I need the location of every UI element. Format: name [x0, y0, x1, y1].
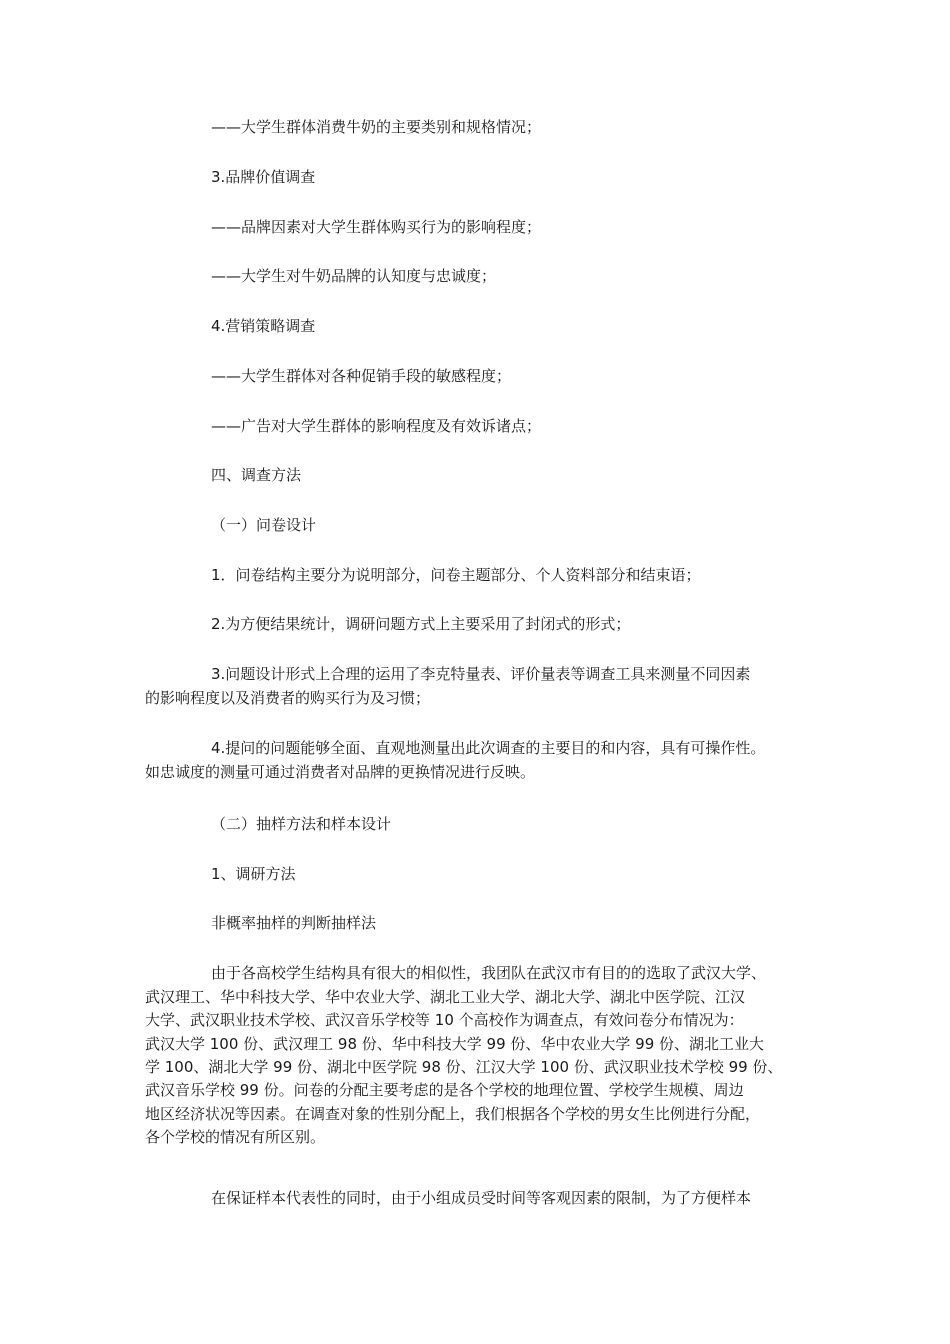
text-line: 2.为方便结果统计，调研问题方式上主要采用了封闭式的形式；: [211, 615, 631, 633]
text-line: 武汉理工、华中科技大学、华中农业大学、湖北工业大学、湖北大学、湖北中医学院、江汉: [145, 988, 746, 1006]
text-line: 3.品牌价值调查: [211, 168, 316, 186]
text-line: 的影响程度以及消费者的购买行为及习惯；: [145, 689, 431, 707]
section-heading: 四、调查方法: [211, 466, 302, 484]
text-line: 大学、武汉职业技术学校、武汉音乐学校等 10 个高校作为调查点，有效问卷分布情况为：: [145, 1011, 744, 1029]
text-line: 在保证样本代表性的同时，由于小组成员受时间等客观因素的限制，为了方便样本: [211, 1189, 752, 1207]
text-line: 1、调研方法: [211, 865, 296, 883]
text-line: 非概率抽样的判断抽样法: [211, 914, 377, 932]
text-line: ——大学生群体消费牛奶的主要类别和规格情况；: [211, 118, 542, 136]
text-line: 学 100、湖北大学 99 份、湖北中医学院 98 份、江汉大学 100 份、武汉职业技术学校 99 份、: [145, 1058, 783, 1076]
text-line: 由于各高校学生结构具有很大的相似性，我团队在武汉市有目的的选取了武汉大学、: [211, 964, 767, 982]
text-line: 1．问卷结构主要分为说明部分，问卷主题部分、个人资料部分和结束语；: [211, 566, 701, 584]
text-line: 武汉大学 100 份、武汉理工 98 份、华中科技大学 99 份、华中农业大学 99 份、湖北工业大: [145, 1035, 765, 1053]
text-line: 如忠诚度的测量可通过消费者对品牌的更换情况进行反映。: [145, 763, 536, 781]
text-line: ——大学生对牛奶品牌的认知度与忠诚度；: [211, 267, 497, 285]
subsection-heading: （二）抽样方法和样本设计: [211, 815, 392, 833]
text-line: 武汉音乐学校 99 份。问卷的分配主要考虑的是各个学校的地理位置、学校学生规模、周边: [145, 1081, 744, 1099]
text-line: ——品牌因素对大学生群体购买行为的影响程度；: [211, 218, 542, 236]
text-line: 3.问题设计形式上合理的运用了李克特量表、评价量表等调查工具来测量不同因素: [211, 665, 751, 683]
text-line: 地区经济状况等因素。在调查对象的性别分配上，我们根据各个学校的男女生比例进行分配，: [145, 1105, 761, 1123]
subsection-heading: （一）问卷设计: [211, 516, 317, 534]
text-line: 4.营销策略调查: [211, 317, 316, 335]
text-line: ——大学生群体对各种促销手段的敏感程度；: [211, 367, 512, 385]
text-line: 4.提问的问题能够全面、直观地测量出此次调查的主要目的和内容，具有可操作性。: [211, 739, 766, 757]
text-line: ——广告对大学生群体的影响程度及有效诉诸点；: [211, 417, 542, 435]
text-line: 各个学校的情况有所区别。: [145, 1128, 326, 1146]
